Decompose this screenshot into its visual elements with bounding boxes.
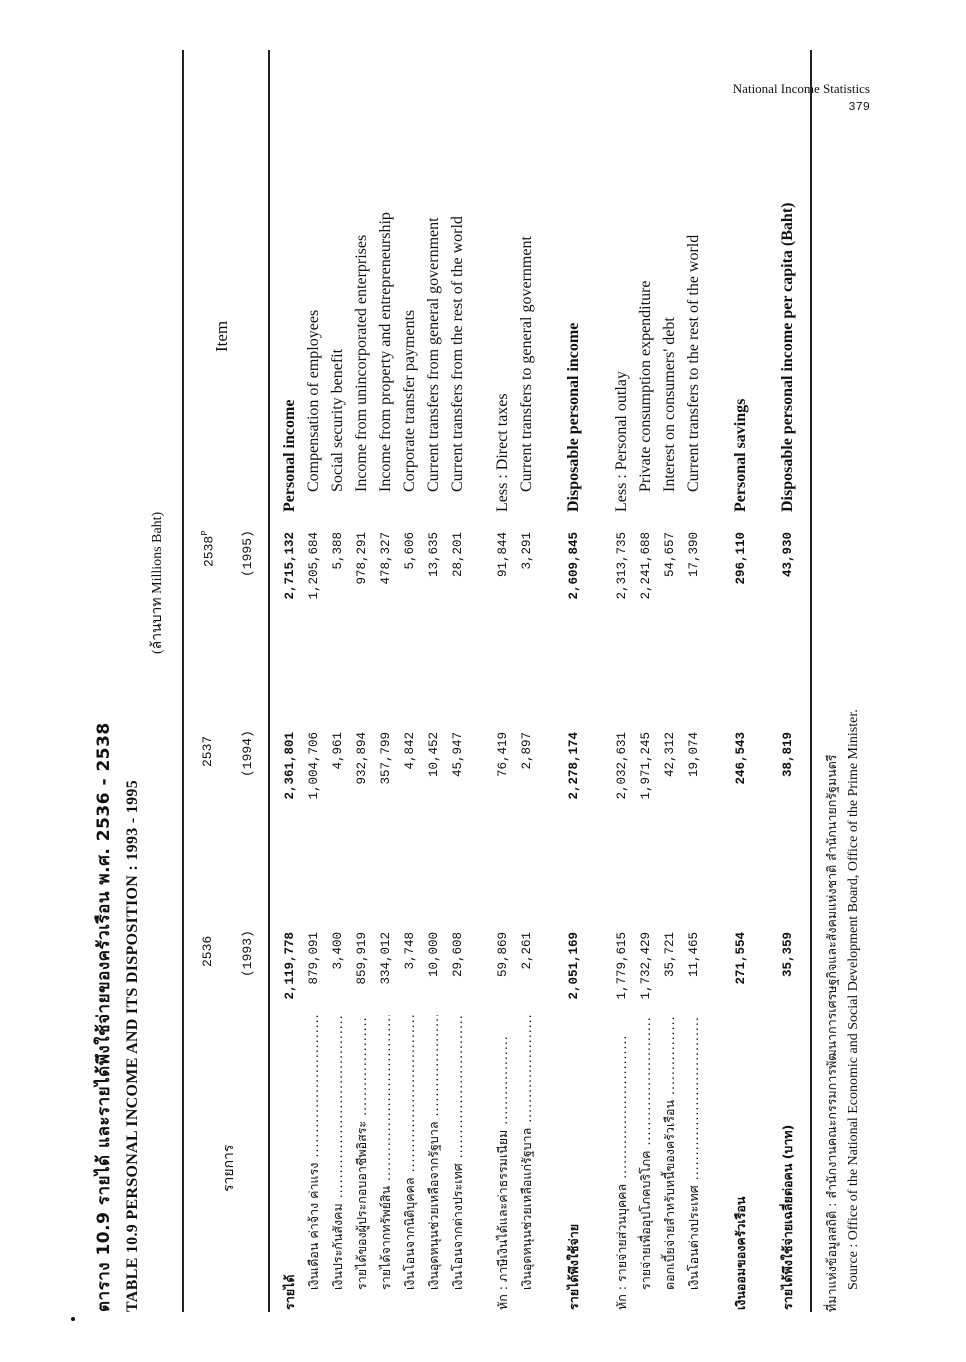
table-title-english: TABLE 10.9 PERSONAL INCOME AND ITS DISPOSITION : 1993 - 1995 [124,779,141,1312]
row-label-english: Personal income [281,399,298,512]
row-label-thai: เงินโอนจากต่างประเทศ ..... [448,1015,468,1310]
row-value-2538: 43,930 [781,532,795,578]
row-label-english: Personal savings [732,398,749,512]
row-value-2537: 4,961 [331,732,345,770]
row-label-thai: รายได้พึงใช้จ่ายเฉลี่ยต่อคน (บาท) [780,1124,795,1310]
table-header-rule [268,50,270,1312]
row-value-2536: 35,359 [781,932,795,978]
table-row [636,50,656,1312]
table-row [400,50,420,1312]
column-header-year-be-3 [200,530,216,567]
row-value-2538: 2,609,845 [567,532,581,600]
row-label-english: Current transfers to the rest of the world [685,234,702,492]
source-note-english: Source : Office of the National Economic and Social Development Board, Office of the Prime Minister. [846,709,861,1290]
row-value-2537: 45,947 [451,732,465,778]
row-value-2537: 2,897 [520,732,534,770]
table-row [731,50,751,1312]
unit-label: (ล้านบาท Millions Baht) [150,511,165,654]
page-mark [71,1317,75,1321]
row-value-2537: 246,543 [734,732,748,785]
row-value-2537: 76,419 [496,732,510,778]
row-value-2537: 2,278,174 [567,732,581,800]
row-value-2537: 42,312 [663,732,677,778]
row-label-english: Less : Direct taxes [494,393,511,512]
table-row [280,50,300,1312]
table-row [564,50,584,1312]
row-value-2536: 334,012 [379,932,393,985]
column-header-year-ce-2: (1994) [240,730,255,777]
preliminary-mark: P [200,530,210,536]
rotated-table-page [90,50,886,1312]
row-value-2538: 1,205,684 [307,532,321,600]
row-value-2538: 17,390 [687,532,701,578]
column-header-english-item: Item [212,320,231,352]
table-row [493,50,513,1312]
row-label-thai: หัก : รายจ่ายส่วนบุคคล ..... [612,1035,632,1310]
row-label-english: Current transfers to general government [518,236,535,492]
row-value-2536: 10,000 [427,932,441,978]
row-value-2537: 1,004,706 [307,732,321,800]
row-value-2536: 1,779,615 [615,932,629,1000]
table-top-rule [182,50,184,1312]
row-value-2536: 859,919 [355,932,369,985]
row-value-2536: 11,465 [687,932,701,978]
table-title-thai: ตาราง 10.9 รายได้ และรายได้พึงใช้จ่ายของครัวเรือน พ.ศ. 2536 - 2538 [94,722,114,1312]
row-label-english: Private consumption expenditure [637,280,654,492]
row-value-2538: 3,291 [520,532,534,570]
section-title: National Income Statistics [732,81,870,96]
table-row [352,50,372,1312]
row-value-2537: 10,452 [427,732,441,778]
row-value-2536: 29,608 [451,932,465,978]
table-row [612,50,632,1312]
row-value-2537: 2,032,631 [615,732,629,800]
table-row [448,50,468,1312]
row-value-2537: 19,074 [687,732,701,778]
row-label-thai: รายได้พึงใช้จ่าย [566,1223,581,1310]
table-row [778,50,798,1312]
row-label-english: Income from property and entrepreneurship [377,212,394,492]
row-label-thai: หัก : ภาษีเงินได้และค่าธรรมเนียม ..... [493,1035,513,1310]
row-value-2536: 35,721 [663,932,677,978]
row-value-2538: 296,110 [734,532,748,585]
column-header-year-ce-3: (1995) [240,530,255,577]
row-value-2536: 3,748 [403,932,417,970]
row-label-thai: ดอกเบี้ยจ่ายสำหรับหนี้ของครัวเรือน ..... [660,1015,680,1310]
page-number: 379 [848,100,870,114]
table-row [328,50,348,1312]
row-value-2538: 5,388 [331,532,345,570]
row-value-2537: 932,894 [355,732,369,785]
row-label-english: Current transfers from general government [425,217,442,492]
row-label-thai: เงินอุดหนุนช่วยเหลือแก่รัฐบาล ..... [517,1015,537,1310]
row-value-2538: 478,327 [379,532,393,585]
row-value-2536: 3,400 [331,932,345,970]
row-value-2536: 2,119,778 [283,932,297,1000]
row-value-2538: 5,606 [403,532,417,570]
row-label-thai: เงินโอนจากนิติบุคคล ..... [400,1015,420,1310]
row-value-2537: 1,971,245 [639,732,653,800]
row-value-2538: 28,201 [451,532,465,578]
row-value-2538: 978,291 [355,532,369,585]
row-label-english: Compensation of employees [305,309,322,492]
row-label-thai: เงินออมของครัวเรือน [733,1196,748,1310]
row-label-english: Social security benefit [329,348,346,492]
column-header-year-be-2: 2537 [200,735,215,767]
table-row [684,50,704,1312]
table-row [424,50,444,1312]
year-be-3-value: 2538 [201,535,217,567]
row-label-thai: รายจ่ายเพื่ออุปโภคบริโภค ..... [636,1015,656,1310]
row-value-2538: 2,715,132 [283,532,297,600]
row-label-thai: เงินประกันสังคม ..... [328,1015,348,1310]
row-value-2537: 357,799 [379,732,393,785]
row-value-2536: 2,261 [520,932,534,970]
row-label-thai: เงินโอนต่างประเทศ ..... [684,1015,704,1310]
row-label-thai: รายได้จากทรัพย์สิน ..... [376,1015,396,1310]
table-row [517,50,537,1312]
row-label-english: Interest on consumers' debt [661,317,678,492]
row-value-2538: 13,635 [427,532,441,578]
source-note-thai: ที่มาแห่งข้อมูลสถิติ : สำนักงานคณะกรรมการพัฒนาการเศรษฐกิจและสังคมแห่งชาติ สำนักนายกรัฐมนตรี [824,754,839,1312]
column-header-year-ce-1: (1993) [240,930,255,977]
table-row [304,50,324,1312]
row-value-2536: 2,051,169 [567,932,581,1000]
row-value-2538: 54,657 [663,532,677,578]
row-label-thai: รายได้ของผู้ประกอบอาชีพอิสระ ..... [352,1015,372,1310]
table-bottom-rule [810,50,812,1312]
row-value-2536: 59,869 [496,932,510,978]
row-label-english: Corporate transfer payments [401,309,418,492]
column-header-year-be-1: 2536 [200,935,215,967]
row-label-english: Income from unincorporated enterprises [353,234,370,492]
row-label-english: Current transfers from the rest of the world [449,216,466,492]
row-value-2538: 2,241,688 [639,532,653,600]
row-label-thai: เงินเดือน ค่าจ้าง ค่าแรง ..... [304,1015,324,1310]
row-label-thai: เงินอุดหนุนช่วยเหลือจากรัฐบาล ..... [424,1015,444,1310]
row-value-2537: 2,361,801 [283,732,297,800]
row-label-english: Disposable personal income per capita (Baht) [779,202,796,512]
row-value-2537: 38,819 [781,732,795,778]
row-label-english: Less : Personal outlay [613,371,630,512]
row-label-thai: รายได้ [282,1274,297,1310]
row-label-english: Disposable personal income [565,322,582,512]
row-value-2538: 2,313,735 [615,532,629,600]
row-value-2536: 271,554 [734,932,748,985]
row-value-2537: 4,842 [403,732,417,770]
table-row [376,50,396,1312]
table-row [660,50,680,1312]
row-value-2538: 91,844 [496,532,510,578]
column-header-thai-item: รายการ [221,1144,237,1192]
row-value-2536: 1,732,429 [639,932,653,1000]
row-value-2536: 879,091 [307,932,321,985]
